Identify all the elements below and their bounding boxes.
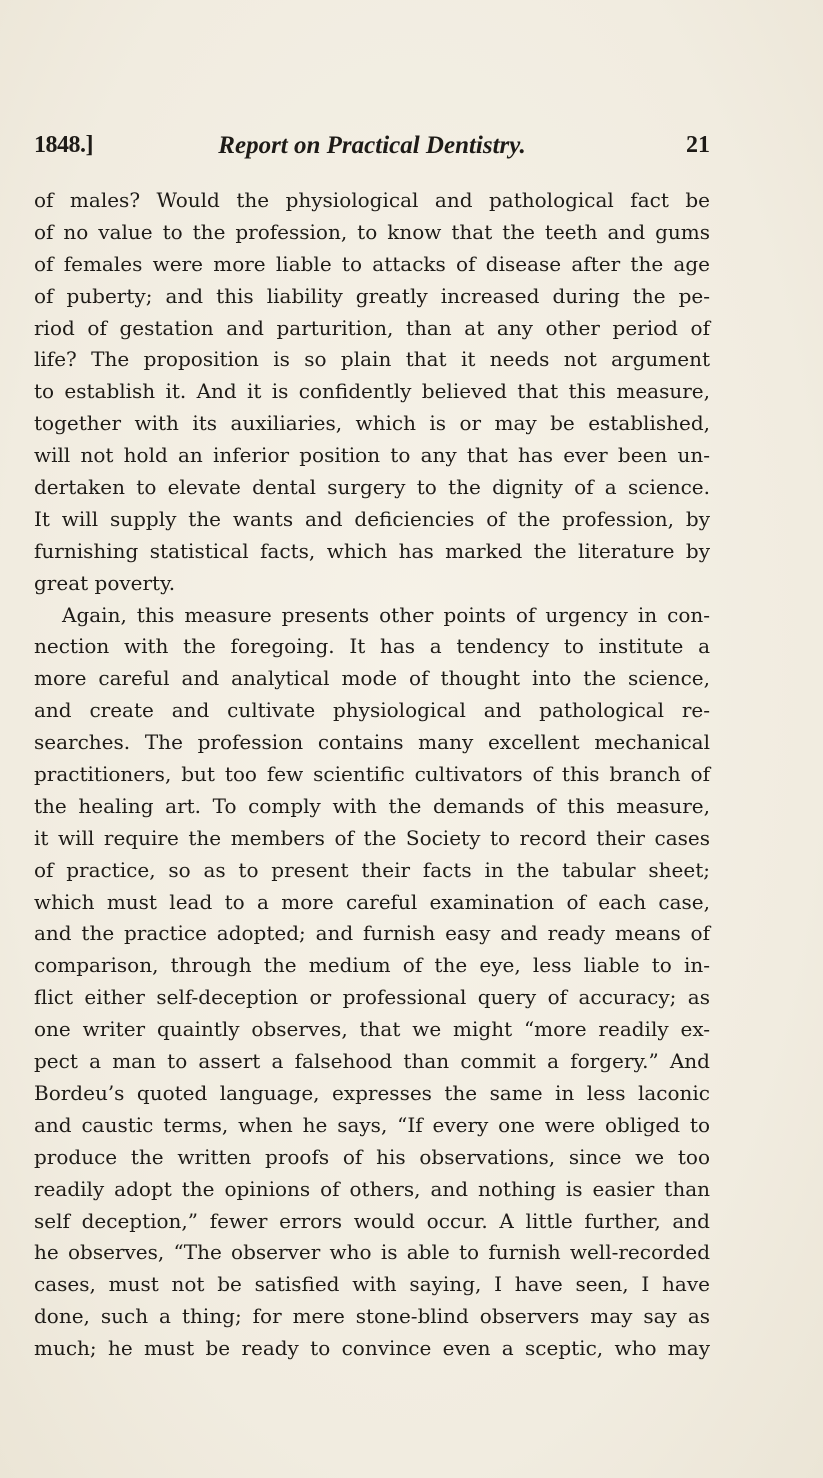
text-line: furnishing statistical facts, which has marked the literature by bbox=[34, 538, 710, 563]
text-line: practitioners, but too few scientific cultivators of this branch of bbox=[34, 762, 710, 787]
text-line: life? The proposition is so plain that it needs not argument bbox=[34, 347, 710, 372]
text-line: of females were more liable to attacks of disease after the age bbox=[34, 251, 710, 276]
header-title: Report on Practical Dentistry. bbox=[218, 132, 526, 159]
text-line: of no value to the profession, to know that the teeth and gums bbox=[34, 219, 710, 244]
text-line: riod of gestation and parturition, than at any other period of bbox=[34, 315, 710, 340]
text-line: comparison, through the medium of the eye, less liable to in- bbox=[34, 953, 710, 978]
text-line: of males? Would the physiological and pathological fact be bbox=[34, 188, 710, 212]
text-line: self deception,” fewer errors would occur. A little further, and bbox=[34, 1208, 710, 1233]
text-line: of practice, so as to present their facts in the tabular sheet; bbox=[34, 857, 710, 882]
text-line: and caustic terms, when he says, “If every one were obliged to bbox=[34, 1112, 710, 1137]
running-head bbox=[34, 132, 710, 166]
text-line: done, such a thing; for mere stone-blind observers may say as bbox=[34, 1304, 710, 1329]
text-line: of puberty; and this liability greatly increased during the pe- bbox=[34, 283, 710, 308]
text-line: nection with the foregoing. It has a tendency to institute a bbox=[34, 634, 710, 659]
text-line: flict either self-deception or professional query of accuracy; as bbox=[34, 985, 710, 1010]
text-line: will not hold an inferior position to any that has ever been un- bbox=[34, 443, 710, 468]
text-line: and create and cultivate physiological and pathological re- bbox=[34, 698, 710, 723]
text-line: which must lead to a more careful examination of each case, bbox=[34, 889, 710, 914]
header-year: 1848.] bbox=[34, 132, 93, 158]
text-line: to establish it. And it is confidently believed that this measure, bbox=[34, 379, 710, 404]
text-line: together with its auxiliaries, which is or may be established, bbox=[34, 411, 710, 436]
text-line: produce the written proofs of his observations, since we too bbox=[34, 1144, 710, 1169]
text-line: dertaken to elevate dental surgery to the dignity of a science. bbox=[34, 475, 710, 500]
text-line: more careful and analytical mode of thought into the science, bbox=[34, 666, 710, 691]
text-line: he observes, “The observer who is able to furnish well-recorded bbox=[34, 1240, 710, 1265]
text-line: readily adopt the opinions of others, and nothing is easier than bbox=[34, 1176, 710, 1201]
text-line: great poverty. bbox=[34, 570, 176, 595]
text-line: cases, must not be satisfied with saying, I have seen, I have bbox=[34, 1272, 710, 1297]
text-line: searches. The profession contains many excellent mechanical bbox=[34, 730, 710, 755]
paragraph-start-line: Again, this measure presents other points of urgency in con- bbox=[62, 602, 710, 627]
text-line: and the practice adopted; and furnish easy and ready means of bbox=[34, 921, 710, 946]
text-line: much; he must be ready to convince even a sceptic, who may bbox=[34, 1336, 710, 1361]
text-line: one writer quaintly observes, that we might “more readily ex- bbox=[34, 1017, 710, 1042]
body-text bbox=[34, 185, 710, 1365]
text-line: It will supply the wants and deficiencies of the profession, by bbox=[34, 506, 710, 531]
page-number: 21 bbox=[686, 132, 710, 158]
text-line: pect a man to assert a falsehood than commit a forgery.” And bbox=[34, 1049, 710, 1074]
text-line: it will require the members of the Society to record their cases bbox=[34, 825, 710, 850]
text-line: Bordeu’s quoted language, expresses the same in less laconic bbox=[34, 1080, 710, 1105]
text-line: the healing art. To comply with the demands of this measure, bbox=[34, 793, 710, 818]
